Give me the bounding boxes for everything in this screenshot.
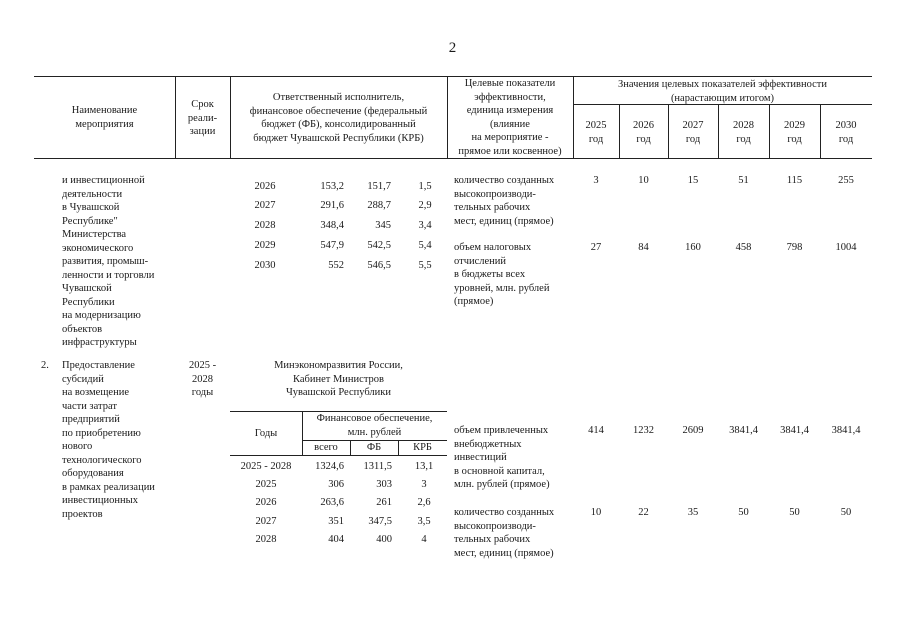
row2-fin-krb: 13,1	[414, 461, 434, 472]
row2-fin-total: 404	[328, 534, 344, 545]
row1-indicator-value: 3	[593, 175, 599, 186]
row2-indicator-value: 35	[687, 507, 699, 518]
row1-indicator-value: 27	[590, 242, 602, 253]
row2-fin-total: 263,6	[320, 497, 344, 508]
row1-fin-krb: 5,5	[418, 260, 432, 271]
row2-fin-krb: 2,6	[417, 497, 431, 508]
row1-fin-fb: 546,5	[367, 260, 391, 271]
row2-fin-fb: 303	[376, 479, 392, 490]
header-executor: Ответственный исполнитель, финансовое обеспечение (федеральный бюджет (ФБ), консолидированный бюджет Чувашской Республики (КРБ)	[249, 92, 428, 144]
row1-fin-total: 153,2	[320, 181, 344, 192]
row2-fin-year: 2025	[255, 479, 277, 490]
row2-sub-finance-header: Финансовое обеспечение, млн. рублей	[316, 413, 433, 438]
row2-indicator-value: 50	[840, 507, 852, 518]
row2-fin-krb: 3,5	[417, 516, 431, 527]
row1-indicator-value: 160	[685, 242, 701, 253]
row2-fin-year: 2028	[255, 534, 277, 545]
row1-fin-krb: 1,5	[418, 181, 432, 192]
header-year: 2030 год	[835, 120, 857, 145]
header-year: 2025 год	[585, 120, 607, 145]
row2-sub-years-header: Годы	[254, 428, 278, 439]
row2-fin-fb: 347,5	[368, 516, 392, 527]
row1-fin-fb: 151,7	[367, 181, 391, 192]
row1-fin-krb: 3,4	[418, 220, 432, 231]
header-year: 2026 год	[633, 120, 654, 145]
row2-fin-total: 351	[328, 516, 344, 527]
row1-fin-year: 2029	[254, 240, 276, 251]
row2-indicator-value: 50	[738, 507, 749, 518]
header-bottom-border	[34, 158, 872, 159]
row2-indicator-value: 1232	[633, 425, 654, 436]
row1-fin-fb: 288,7	[367, 200, 391, 211]
row2-indicator-value: 3841,4	[780, 425, 809, 436]
row1-indicator-label: количество созданных высокопроизводи- тельных рабочих мест, единиц (прямое)	[454, 175, 555, 227]
row2-indicator-value: 3841,4	[831, 425, 861, 436]
row2-sub-total-header: всего	[314, 442, 338, 453]
row1-indicator-value: 84	[638, 242, 649, 253]
row1-indicator-value: 15	[687, 175, 699, 186]
page-number: 2	[448, 40, 457, 56]
row2-fin-fb: 400	[376, 534, 392, 545]
row2-subtable-header-bottom	[230, 455, 447, 456]
row1-fin-krb: 5,4	[418, 240, 432, 251]
row1-name: и инвестиционной деятельности в Чувашской Республике" Министерства экономического развития, промыш- ленности и торговли Чувашской Республики на модернизацию объектов инфраструктуры	[62, 175, 155, 348]
row1-indicator-value: 255	[838, 175, 854, 186]
row1-indicator-value: 10	[638, 175, 649, 186]
row1-indicator-value: 1004	[835, 242, 857, 253]
row1-fin-total: 552	[328, 260, 344, 271]
row1-indicator-value: 458	[735, 242, 752, 253]
row1-indicator-value: 115	[786, 175, 803, 186]
row2-fin-total: 306	[328, 479, 344, 490]
row1-fin-year: 2028	[254, 220, 276, 231]
row1-indicator-label: объем налоговых отчислений в бюджеты всех уровней, млн. рублей (прямое)	[454, 242, 550, 307]
row1-fin-fb: 345	[375, 220, 391, 231]
header-name: Наименование мероприятия	[71, 105, 138, 130]
row2-indicator-value: 2609	[682, 425, 704, 436]
row2-indicator-value: 50	[789, 507, 800, 518]
row2-fin-fb: 261	[376, 497, 392, 508]
header-year: 2027 год	[682, 120, 704, 145]
row2-name: Предоставление субсидий на возмещение части затрат предприятий по приобретению нового технологического оборудования в рамках реализации инвестиционных проектов	[62, 360, 155, 520]
row2-indicator-value: 10	[590, 507, 602, 518]
row2-number: 2.	[41, 360, 49, 371]
row1-fin-total: 291,6	[320, 200, 344, 211]
row2-sub-fb-header: ФБ	[366, 442, 382, 453]
row2-fin-total: 1324,6	[315, 461, 344, 472]
row2-fin-krb: 3	[421, 479, 427, 490]
row1-fin-year: 2030	[254, 260, 276, 271]
header-values: Значения целевых показателей эффективности (нарастающим итогом)	[617, 79, 827, 104]
row2-executor: Минэкономразвития России, Кабинет Министров Чувашской Республики	[274, 360, 403, 398]
row2-indicator-label: количество созданных высокопроизводи- тельных рабочих мест, единиц (прямое)	[454, 507, 555, 559]
header-term: Срок реали- зации	[187, 99, 218, 137]
row2-indicator-value: 3841,4	[729, 425, 758, 436]
row2-fin-year: 2027	[255, 516, 277, 527]
row2-fin-krb: 4	[421, 534, 427, 545]
row2-term: 2025 - 2028 годы	[188, 360, 217, 398]
row1-fin-krb: 2,9	[418, 200, 432, 211]
header-targets: Целевые показатели эффективности, единица измерения (влияние на мероприятие - прямое или косвенное)	[458, 78, 562, 157]
row1-fin-total: 348,4	[320, 220, 344, 231]
row2-indicator-value: 22	[638, 507, 649, 518]
header-year: 2028 год	[733, 120, 754, 145]
row1-indicator-value: 798	[786, 242, 803, 253]
row2-fin-year: 2026	[255, 497, 277, 508]
row2-sub-krb-header: КРБ	[413, 442, 432, 453]
row1-fin-year: 2026	[254, 181, 276, 192]
row1-fin-total: 547,9	[320, 240, 344, 251]
row2-indicator-label: объем привлеченных внебюджетных инвестиций в основной капитал, млн. рублей (прямое)	[454, 425, 550, 490]
row1-indicator-value: 51	[738, 175, 749, 186]
header-year: 2029 год	[784, 120, 805, 145]
row2-indicator-value: 414	[588, 425, 604, 436]
row1-fin-year: 2027	[254, 200, 276, 211]
row2-fin-year: 2025 - 2028	[240, 461, 292, 472]
row2-fin-fb: 1311,5	[363, 461, 392, 472]
row1-fin-fb: 542,5	[367, 240, 391, 251]
